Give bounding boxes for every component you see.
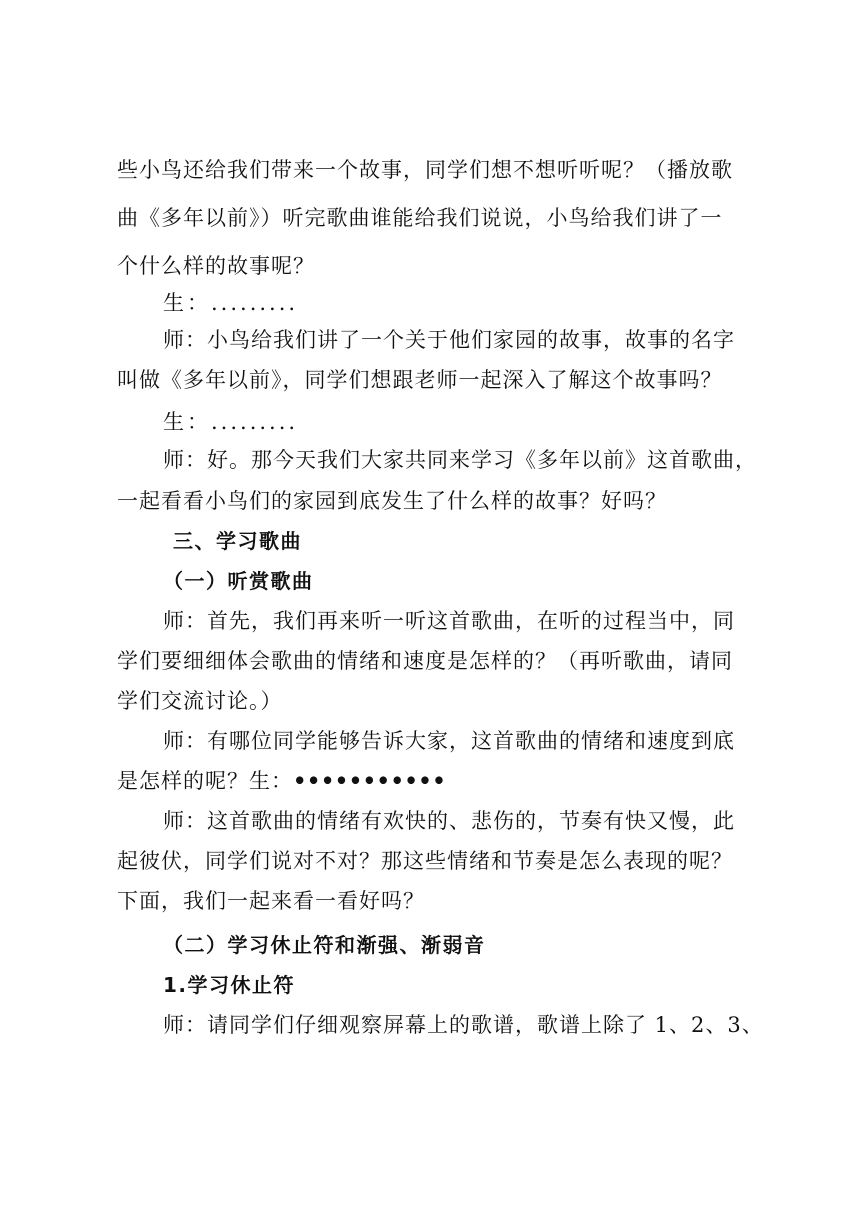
paragraph-line: 些小鸟还给我们带来一个故事，同学们想不想听听呢？（播放歌 [117, 158, 733, 182]
subsubsection-heading: 1.学习休止符 [163, 973, 296, 997]
paragraph-text: 是怎样的呢？生： [117, 769, 293, 793]
paragraph-line: 师：好。那今天我们大家共同来学习《多年以前》这首歌曲， [163, 448, 757, 472]
paragraph-line: 一起看看小鸟们的家园到底发生了什么样的故事？好吗？ [117, 489, 667, 513]
paragraph-line: 曲《多年以前》）听完歌曲谁能给我们说说，小鸟给我们讲了一 [117, 206, 723, 230]
paragraph-line: 师：请同学们仔细观察屏幕上的歌谱，歌谱上除了 1、2、3、 [163, 1013, 764, 1037]
paragraph-line: 师：这首歌曲的情绪有欢快的、悲伤的，节奏有快又慢，此 [163, 809, 735, 833]
paragraph-line: 个什么样的故事呢？ [117, 254, 315, 278]
paragraph-line: 起彼伏，同学们说对不对？那这些情绪和节奏是怎么表现的呢？ [117, 849, 733, 873]
subsection-heading: （一）听赏歌曲 [163, 569, 314, 593]
paragraph-line: 师：小鸟给我们讲了一个关于他们家园的故事，故事的名字 [163, 328, 735, 352]
paragraph-line [117, 763, 446, 799]
paragraph-line: 师：首先，我们再来听一听这首歌曲，在听的过程当中，同 [163, 609, 735, 633]
paragraph-line: 师：有哪位同学能够告诉大家，这首歌曲的情绪和速度到底 [163, 729, 735, 753]
student-reply: 生：......... [163, 291, 299, 315]
section-heading: 三、学习歌曲 [173, 529, 302, 553]
subsection-heading: （二）学习休止符和渐强、渐弱音 [163, 933, 486, 957]
paragraph-line: 叫做《多年以前》，同学们想跟老师一起深入了解这个故事吗？ [117, 368, 723, 392]
paragraph-line: 学们要细细体会歌曲的情绪和速度是怎样的？（再听歌曲，请同 [117, 649, 733, 673]
paragraph-line: 下面，我们一起来看一看好吗？ [117, 889, 425, 913]
paragraph-line: 学们交流讨论。） [117, 689, 283, 713]
student-reply-dots: ••••••••••• [293, 768, 447, 793]
student-reply: 生：......... [163, 410, 299, 434]
